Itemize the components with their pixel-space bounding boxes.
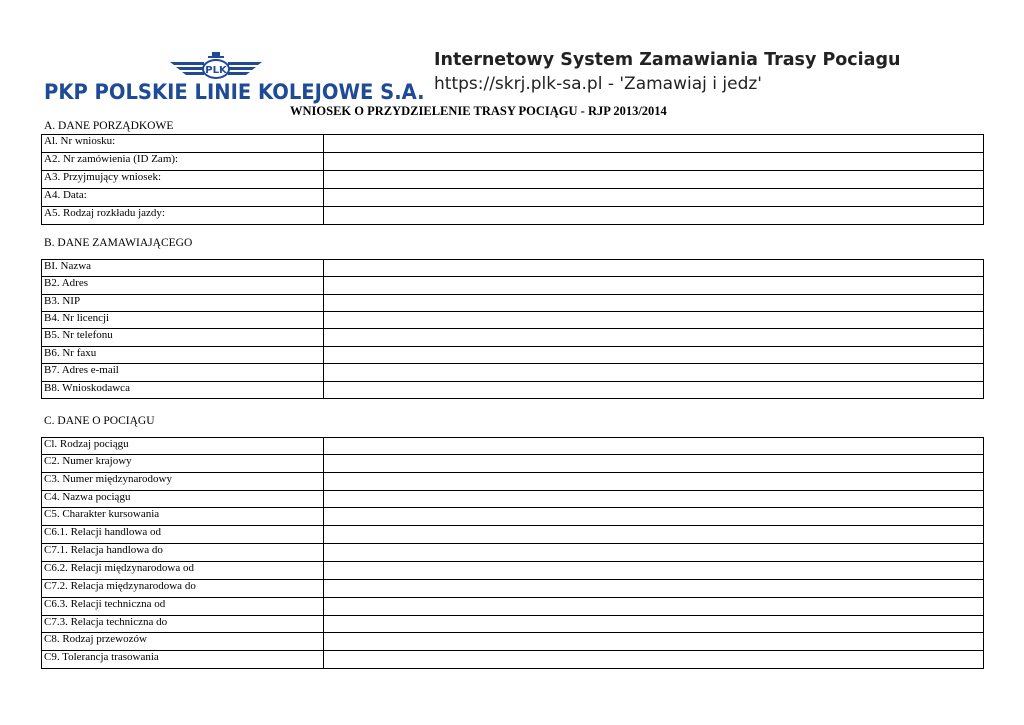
field-label: C9. Tolerancja trasowania xyxy=(42,651,324,669)
emblem-text: PLK xyxy=(205,65,227,76)
field-value-cell xyxy=(324,580,984,598)
field-label: C7.1. Relacja handlowa do xyxy=(42,544,324,562)
field-value-cell xyxy=(324,562,984,580)
field-label: C6.2. Relacji międzynarodowa od xyxy=(42,562,324,580)
form-row xyxy=(42,312,984,329)
winged-emblem-icon xyxy=(164,52,268,82)
system-title: Internetowy System Zamawiania Trasy Pociagu xyxy=(434,50,901,70)
field-label: B4. Nr licencji xyxy=(42,312,324,329)
form-row xyxy=(42,207,984,225)
field-label: C7.3. Relacja techniczna do xyxy=(42,616,324,633)
field-value-cell xyxy=(324,207,984,225)
field-label: C6.1. Relacji handlowa od xyxy=(42,526,324,544)
field-value-input[interactable] xyxy=(324,153,983,165)
form-row xyxy=(42,526,984,544)
form-row xyxy=(42,347,984,364)
field-value-cell xyxy=(324,260,984,277)
field-value-input[interactable] xyxy=(324,260,983,272)
field-value-input[interactable] xyxy=(324,347,983,359)
field-label: C5. Charakter kursowania xyxy=(42,508,324,526)
form-row xyxy=(42,651,984,669)
field-label: C2. Numer krajowy xyxy=(42,455,324,473)
field-label: BI. Nazwa xyxy=(42,260,324,277)
field-value-cell xyxy=(324,347,984,364)
field-label: Cl. Rodzaj pociągu xyxy=(42,438,324,455)
form-row xyxy=(42,382,984,399)
field-value-input[interactable] xyxy=(324,508,983,520)
field-value-cell xyxy=(324,508,984,526)
field-value-input[interactable] xyxy=(324,277,983,289)
field-label: C4. Nazwa pociągu xyxy=(42,491,324,508)
field-value-cell xyxy=(324,455,984,473)
field-value-cell xyxy=(324,364,984,382)
form-row xyxy=(42,455,984,473)
field-label: C3. Numer międzynarodowy xyxy=(42,473,324,491)
field-label: A4. Data: xyxy=(42,189,324,207)
field-label: A3. Przyjmujący wniosek: xyxy=(42,171,324,189)
field-value-input[interactable] xyxy=(324,364,983,376)
field-value-input[interactable] xyxy=(324,207,983,219)
field-value-cell xyxy=(324,329,984,347)
field-value-input[interactable] xyxy=(324,616,983,628)
field-label: B7. Adres e-mail xyxy=(42,364,324,382)
field-value-cell xyxy=(324,153,984,171)
form-row xyxy=(42,171,984,189)
field-value-input[interactable] xyxy=(324,598,983,610)
company-name: PKP POLSKIE LINIE KOLEJOWE S.A. xyxy=(44,80,425,104)
form-row xyxy=(42,598,984,616)
field-value-cell xyxy=(324,171,984,189)
field-value-cell xyxy=(324,598,984,616)
field-label: C8. Rodzaj przewozów xyxy=(42,633,324,651)
section-c-table xyxy=(41,437,984,669)
field-value-input[interactable] xyxy=(324,544,983,556)
form-row xyxy=(42,153,984,171)
field-value-cell xyxy=(324,295,984,312)
field-value-cell xyxy=(324,473,984,491)
section-a-label: A. DANE PORZĄDKOWE xyxy=(44,120,174,132)
form-row xyxy=(42,473,984,491)
form-row xyxy=(42,580,984,598)
field-label: B5. Nr telefonu xyxy=(42,329,324,347)
field-value-input[interactable] xyxy=(324,135,983,147)
field-value-input[interactable] xyxy=(324,455,983,467)
field-value-input[interactable] xyxy=(324,562,983,574)
field-value-cell xyxy=(324,544,984,562)
field-value-input[interactable] xyxy=(324,491,983,503)
field-value-input[interactable] xyxy=(324,171,983,183)
field-value-input[interactable] xyxy=(324,329,983,341)
field-value-input[interactable] xyxy=(324,295,983,307)
system-url: https://skrj.plk-sa.pl - 'Zamawiaj i jedz' xyxy=(434,74,762,94)
field-value-input[interactable] xyxy=(324,651,983,663)
field-label: C6.3. Relacji techniczna od xyxy=(42,598,324,616)
field-value-input[interactable] xyxy=(324,382,983,394)
field-value-input[interactable] xyxy=(324,473,983,485)
field-label: B2. Adres xyxy=(42,277,324,295)
field-value-cell xyxy=(324,312,984,329)
form-row xyxy=(42,491,984,508)
form-row xyxy=(42,562,984,580)
field-value-input[interactable] xyxy=(324,633,983,645)
field-label: Al. Nr wniosku: xyxy=(42,135,324,153)
field-value-cell xyxy=(324,135,984,153)
form-row xyxy=(42,364,984,382)
form-row xyxy=(42,135,984,153)
form-row xyxy=(42,633,984,651)
section-b-label: B. DANE ZAMAWIAJĄCEGO xyxy=(44,237,193,249)
field-value-cell xyxy=(324,526,984,544)
section-b-table xyxy=(41,259,984,399)
document-title: WNIOSEK O PRZYDZIELENIE TRASY POCIĄGU - RJP 2013/2014 xyxy=(290,104,667,118)
field-value-cell xyxy=(324,651,984,669)
field-value-cell xyxy=(324,633,984,651)
field-value-input[interactable] xyxy=(324,580,983,592)
field-label: A5. Rodzaj rozkładu jazdy: xyxy=(42,207,324,225)
form-row xyxy=(42,544,984,562)
field-value-cell xyxy=(324,189,984,207)
field-label: B8. Wnioskodawca xyxy=(42,382,324,399)
form-row xyxy=(42,260,984,277)
field-label: A2. Nr zamówienia (ID Zam): xyxy=(42,153,324,171)
field-value-input[interactable] xyxy=(324,312,983,324)
form-row xyxy=(42,438,984,455)
field-value-cell xyxy=(324,438,984,455)
section-c-label: C. DANE O POCIĄGU xyxy=(44,415,155,427)
form-row xyxy=(42,295,984,312)
field-label: B6. Nr faxu xyxy=(42,347,324,364)
section-a-table xyxy=(41,134,984,225)
field-value-cell xyxy=(324,277,984,295)
form-row xyxy=(42,508,984,526)
form-row xyxy=(42,277,984,295)
field-value-input[interactable] xyxy=(324,189,983,201)
field-label: C7.2. Relacja międzynarodowa do xyxy=(42,580,324,598)
field-value-cell xyxy=(324,491,984,508)
form-row xyxy=(42,189,984,207)
field-label: B3. NIP xyxy=(42,295,324,312)
field-value-cell xyxy=(324,382,984,399)
field-value-input[interactable] xyxy=(324,438,983,450)
field-value-input[interactable] xyxy=(324,526,983,538)
field-value-cell xyxy=(324,616,984,633)
form-row xyxy=(42,616,984,633)
plk-logo xyxy=(44,52,425,108)
form-row xyxy=(42,329,984,347)
